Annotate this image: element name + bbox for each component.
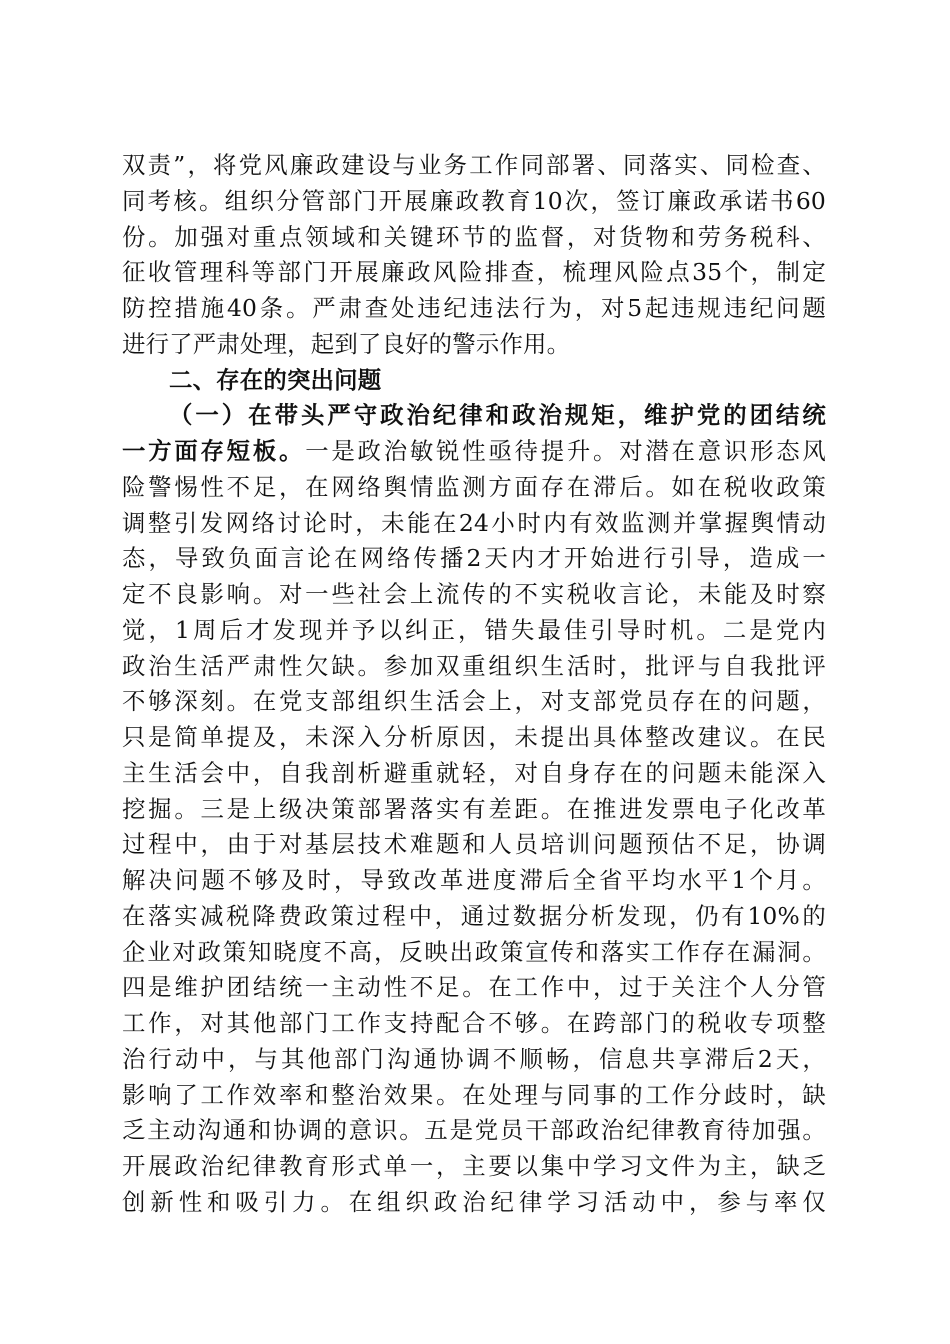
subsection-title-end: 一方面存短板。: [122, 437, 306, 465]
paragraph-line: 不够深刻。在党支部组织生活会上，对支部党员存在的问题，: [122, 687, 826, 716]
paragraph-line: 挖掘。三是上级决策部署落实有差距。在推进发票电子化改革: [122, 794, 826, 823]
paragraph-line: 乏主动沟通和协调的意识。五是党员干部政治纪律教育待加强。: [122, 1116, 826, 1145]
paragraph-line: 在落实减税降费政策过程中，通过数据分析发现，仍有10%的: [122, 901, 826, 930]
paragraph-line: 险警惕性不足，在网络舆情监测方面存在滞后。如在税收政策: [122, 472, 826, 501]
paragraph-line: 防控措施40条。严肃查处违纪违法行为，对5起违规违纪问题: [122, 294, 826, 322]
paragraph-line: 四是维护团结统一主动性不足。在工作中，过于关注个人分管: [122, 973, 826, 1002]
paragraph-line: 影响了工作效率和整治效果。在处理与同事的工作分歧时，缺: [122, 1080, 826, 1109]
paragraph-line: 工作，对其他部门工作支持配合不够。在跨部门的税收专项整: [122, 1009, 826, 1037]
paragraph-line: 定不良影响。对一些社会上流传的不实税收言论，未能及时察: [122, 580, 826, 608]
document-body: [122, 148, 826, 1221]
paragraph-line: [122, 434, 826, 470]
paragraph-line: 解决问题不够及时，导致改革进度滞后全省平均水平1个月。: [122, 866, 826, 894]
paragraph-line: 只是简单提及，未深入分析原因，未提出具体整改建议。在民: [122, 723, 826, 751]
paragraph-line: 进行了严肃处理，起到了良好的警示作用。: [122, 329, 571, 358]
paragraph-line: 创新性和吸引力。在组织政治纪律学习活动中，参与率仅: [122, 1187, 826, 1216]
section-heading: 二、存在的突出问题: [169, 365, 382, 394]
paragraph-line: 企业对政策知晓度不高，反映出政策宣传和落实工作存在漏洞。: [122, 937, 826, 966]
paragraph-line-rest: 一是政治敏锐性亟待提升。对潜在意识形态风: [305, 437, 826, 465]
paragraph-line: 调整引发网络讨论时，未能在24小时内有效监测并掌握舆情动: [122, 508, 826, 537]
paragraph-line: 态，导致负面言论在网络传播2天内才开始进行引导，造成一: [122, 544, 826, 573]
paragraph-line: 过程中，由于对基层技术难题和人员培训问题预估不足，协调: [122, 830, 826, 859]
paragraph-line: 同考核。组织分管部门开展廉政教育10次，签订廉政承诺书60: [122, 186, 826, 215]
paragraph-line: 治行动中，与其他部门沟通协调不顺畅，信息共享滞后2天，: [122, 1044, 826, 1073]
paragraph-line: 征收管理科等部门开展廉政风险排查，梳理风险点35个，制定: [122, 258, 826, 287]
paragraph-line: 觉，1周后才发现并予以纠正，错失最佳引导时机。二是党内: [122, 615, 826, 644]
paragraph-line: 份。加强对重点领域和关键环节的监督，对货物和劳务税科、: [122, 222, 826, 251]
paragraph-line: 开展政治纪律教育形式单一，主要以集中学习文件为主，缺乏: [122, 1152, 826, 1180]
paragraph-line: 政治生活严肃性欠缺。参加双重组织生活时，批评与自我批评: [122, 651, 826, 680]
paragraph-line: 主生活会中，自我剖析避重就轻，对自身存在的问题未能深入: [122, 758, 826, 787]
paragraph-line: 双责”，将党风廉政建设与业务工作同部署、同落实、同检查、: [122, 151, 826, 179]
subsection-title: （一）在带头严守政治纪律和政治规矩，维护党的团结统: [169, 401, 826, 430]
